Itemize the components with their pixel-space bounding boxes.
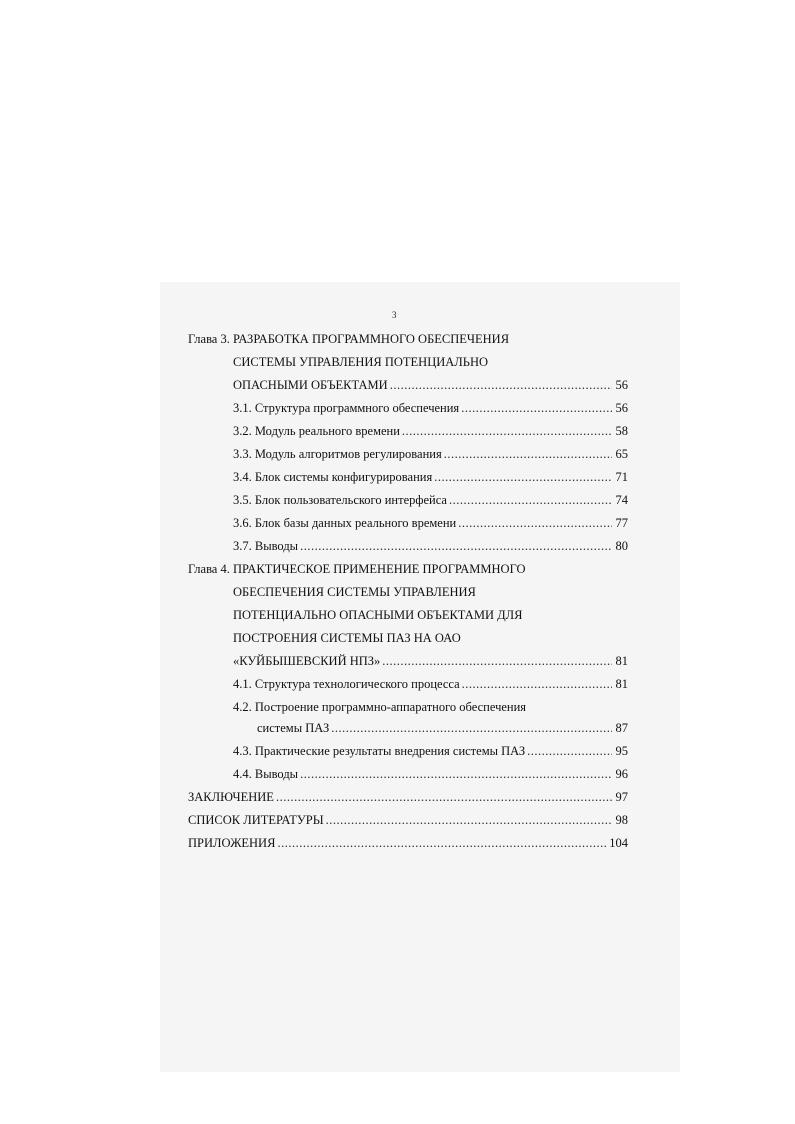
toc-entry-4-1[interactable]	[233, 676, 628, 692]
toc-entry-3-7[interactable]	[233, 538, 628, 554]
dot-leader	[402, 423, 612, 439]
dot-leader	[462, 676, 612, 692]
toc-entry-title: ПРИЛОЖЕНИЯ	[188, 836, 276, 850]
dot-leader	[390, 377, 612, 393]
toc-entry-page: 56	[615, 401, 628, 415]
chapter-4-page: 81	[615, 654, 628, 668]
toc-entry-title: СПИСОК ЛИТЕРАТУРЫ	[188, 813, 324, 827]
chapter-4-heading-line1: Глава 4. ПРАКТИЧЕСКОЕ ПРИМЕНЕНИЕ ПРОГРАММНОГО	[188, 562, 526, 576]
toc-entry-3-6[interactable]	[233, 515, 628, 531]
dot-leader	[434, 469, 612, 485]
page-number: 3	[392, 310, 397, 320]
toc-entry-title: 3.3. Модуль алгоритмов регулирования	[233, 447, 442, 461]
toc-entry-page: 74	[615, 493, 628, 507]
toc-entry-3-3[interactable]	[233, 446, 628, 462]
toc-entry-references[interactable]	[188, 812, 628, 828]
toc-entry-page: 65	[615, 447, 628, 461]
toc-entry-page: 58	[615, 424, 628, 438]
chapter-3-heading-line2: СИСТЕМЫ УПРАВЛЕНИЯ ПОТЕНЦИАЛЬНО	[233, 355, 489, 369]
toc-entry-4-2[interactable]	[257, 720, 628, 736]
toc-entry-title: 3.1. Структура программного обеспечения	[233, 401, 460, 415]
chapter-4-heading-line5: «КУЙБЫШЕВСКИЙ НПЗ»	[233, 654, 381, 668]
chapter-3-heading-line3: ОПАСНЫМИ ОБЪЕКТАМИ	[233, 378, 388, 392]
chapter-4-heading-entry[interactable]	[233, 653, 628, 669]
dot-leader	[276, 789, 612, 805]
dot-leader	[527, 743, 612, 759]
toc-entry-title: 4.1. Структура технологического процесса	[233, 677, 460, 691]
dot-leader	[277, 835, 607, 851]
toc-entry-3-1[interactable]	[233, 400, 628, 416]
chapter-4-heading-line3: ПОТЕНЦИАЛЬНО ОПАСНЫМИ ОБЪЕКТАМИ ДЛЯ	[233, 608, 523, 622]
toc-entry-title: системы ПАЗ	[257, 721, 330, 735]
dot-leader	[449, 492, 612, 508]
toc-entry-page: 71	[615, 470, 628, 484]
toc-entry-3-2[interactable]	[233, 423, 628, 439]
chapter-4-heading-line2: ОБЕСПЕЧЕНИЯ СИСТЕМЫ УПРАВЛЕНИЯ	[233, 585, 476, 599]
dot-leader	[458, 515, 612, 531]
toc-entry-title: 3.4. Блок системы конфигурирования	[233, 470, 433, 484]
toc-entry-page: 98	[615, 813, 628, 827]
toc-entry-title: ЗАКЛЮЧЕНИЕ	[188, 790, 274, 804]
toc-entry-page: 77	[615, 516, 628, 530]
toc-entry-appendices[interactable]	[188, 835, 628, 851]
chapter-4-heading-line4: ПОСТРОЕНИЯ СИСТЕМЫ ПАЗ НА ОАО	[233, 631, 461, 645]
toc-entry-title: 3.6. Блок базы данных реального времени	[233, 516, 457, 530]
toc-entry-title: 3.2. Модуль реального времени	[233, 424, 400, 438]
toc-entry-page: 97	[615, 790, 628, 804]
dot-leader	[461, 400, 612, 416]
toc-entry-4-4[interactable]	[233, 766, 628, 782]
dot-leader	[326, 812, 612, 828]
toc-entry-title: 4.4. Выводы	[233, 767, 299, 781]
toc-entry-page: 95	[615, 744, 628, 758]
dot-leader	[300, 766, 612, 782]
toc-entry-page: 96	[615, 767, 628, 781]
toc-entry-4-3[interactable]	[233, 743, 628, 759]
chapter-3-page: 56	[615, 378, 628, 392]
toc-entry-page: 81	[615, 677, 628, 691]
toc-entry-conclusion[interactable]	[188, 789, 628, 805]
toc-entry-title: 4.3. Практические результаты внедрения системы ПАЗ	[233, 744, 526, 758]
chapter-3-heading-line1: Глава 3. РАЗРАБОТКА ПРОГРАММНОГО ОБЕСПЕЧЕНИЯ	[188, 332, 510, 346]
dot-leader	[444, 446, 612, 462]
chapter-3-heading-entry[interactable]	[233, 377, 628, 393]
toc-entry-title: 3.5. Блок пользовательского интерфейса	[233, 493, 447, 507]
toc-entry-title: 3.7. Выводы	[233, 539, 299, 553]
toc-entry-3-5[interactable]	[233, 492, 628, 508]
toc-entry-page: 87	[615, 721, 628, 735]
toc-entry-3-4[interactable]	[233, 469, 628, 485]
toc-entry-4-2-line1[interactable]: 4.2. Построение программно-аппаратного обеспечения	[233, 700, 527, 714]
dot-leader	[331, 720, 612, 736]
toc-entry-page: 104	[609, 836, 628, 850]
toc-entry-page: 80	[615, 539, 628, 553]
dot-leader	[382, 653, 612, 669]
dot-leader	[300, 538, 612, 554]
